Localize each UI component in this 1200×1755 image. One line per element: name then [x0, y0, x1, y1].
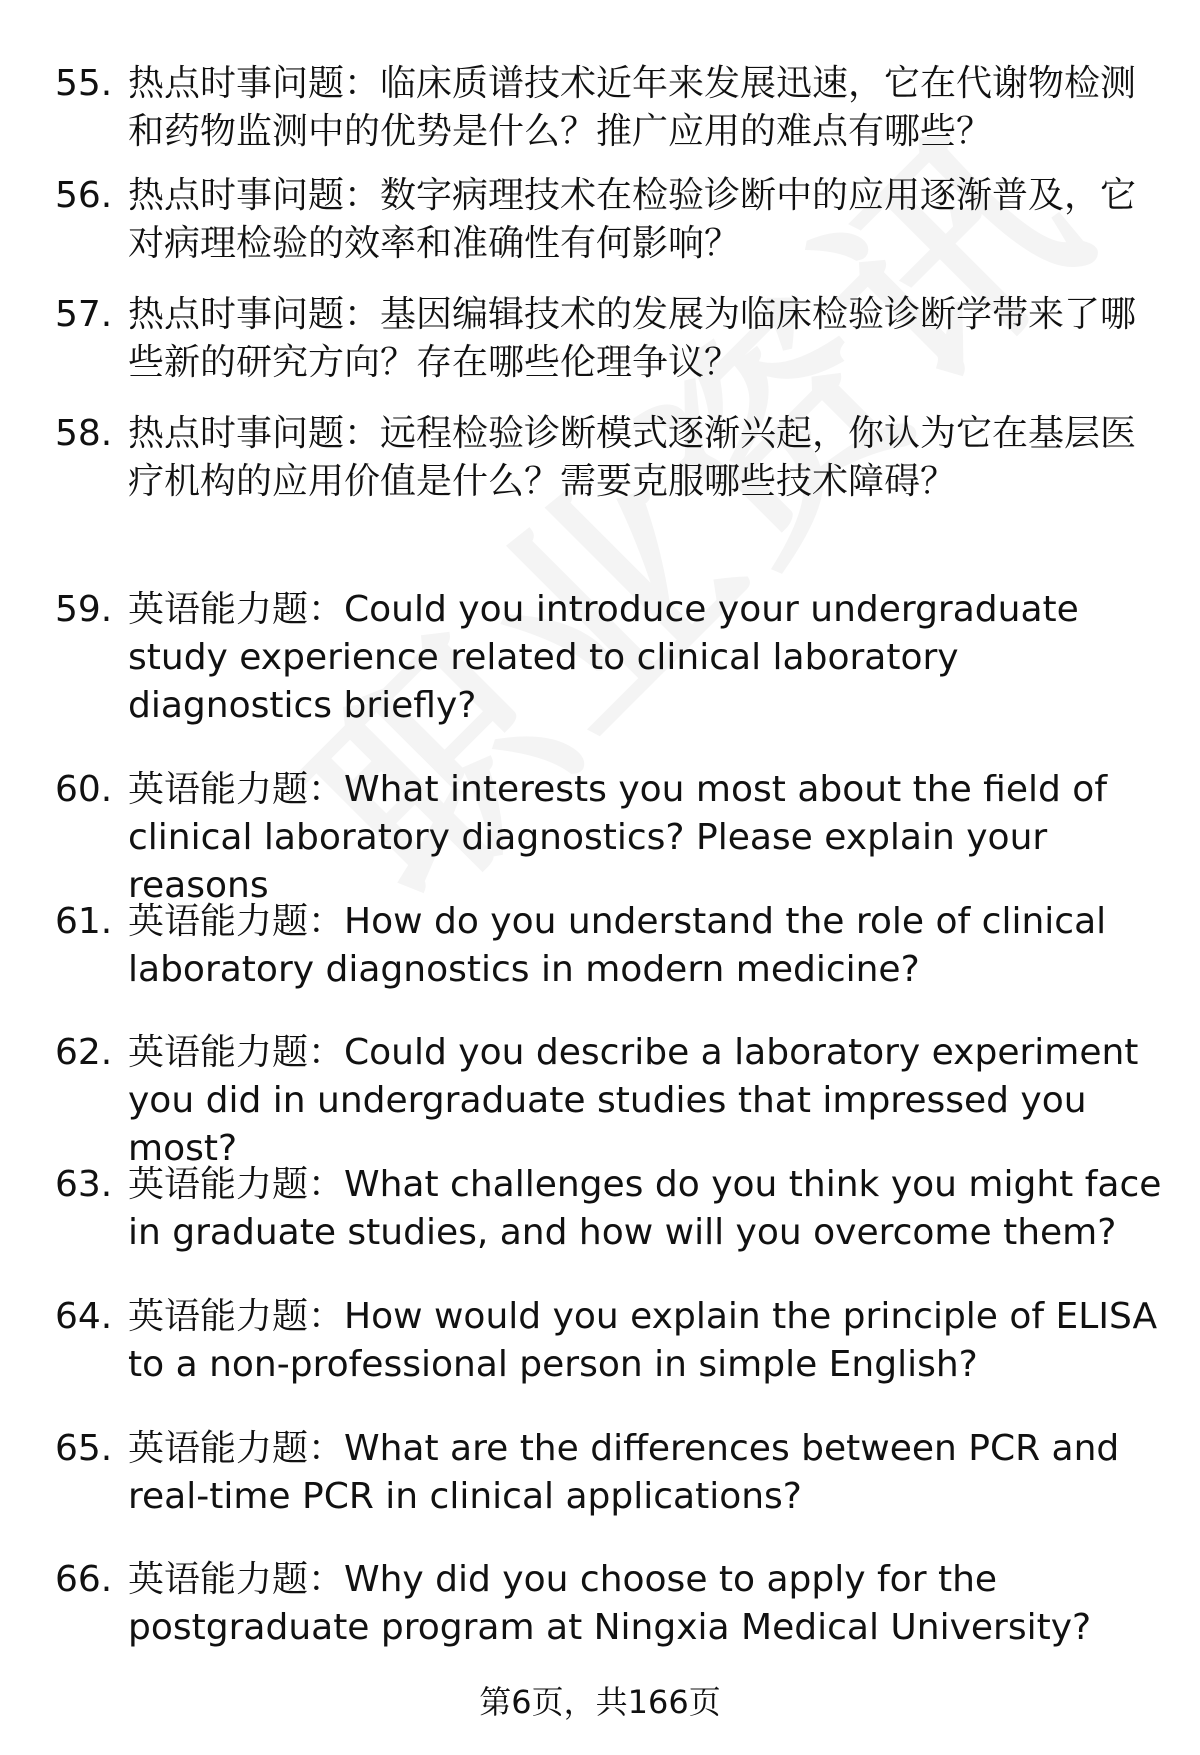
question-number: 62.: [55, 1032, 113, 1073]
question-text: 英语能力题：Could you introduce your undergraduate study experience related to clinical laboratory diagnostics briefly?: [128, 589, 1079, 726]
question-number: 55.: [55, 63, 113, 104]
question-text: 热点时事问题：临床质谱技术近年来发展迅速，它在代谢物检测和药物监测中的优势是什么？推广应用的难点有哪些？: [128, 63, 1137, 152]
question-number: 56.: [55, 175, 113, 216]
question-number: 66.: [55, 1559, 113, 1600]
question-number: 58.: [55, 413, 113, 454]
question-number: 60.: [55, 769, 113, 810]
question-text: 热点时事问题：远程检验诊断模式逐渐兴起，你认为它在基层医疗机构的应用价值是什么？需要克服哪些技术障碍？: [128, 413, 1137, 502]
question-text: 英语能力题：Could you describe a laboratory experiment you did in undergraduate studies that impressed you most?: [128, 1032, 1139, 1169]
question-number: 57.: [55, 294, 113, 335]
question-text: 热点时事问题：数字病理技术在检验诊断中的应用逐渐普及，它对病理检验的效率和准确性有何影响？: [128, 175, 1137, 264]
question-number: 64.: [55, 1296, 113, 1337]
question-text: 热点时事问题：基因编辑技术的发展为临床检验诊断学带来了哪些新的研究方向？存在哪些伦理争议？: [128, 294, 1137, 383]
question-text: 英语能力题：What challenges do you think you might face in graduate studies, and how will you overcome them?: [128, 1164, 1162, 1253]
page-footer: 第6页，共166页: [479, 1683, 721, 1721]
question-text: 英语能力题：How do you understand the role of clinical laboratory diagnostics in modern medicine?: [128, 901, 1107, 990]
question-text: 英语能力题：What are the differences between PCR and real-time PCR in clinical applications?: [128, 1428, 1120, 1517]
question-text: 英语能力题：How would you explain the principle of ELISA to a non-professional person in simple English?: [128, 1296, 1158, 1385]
question-text: 英语能力题：What interests you most about the field of clinical laboratory diagnostics? Please explain your reasons: [128, 769, 1107, 906]
question-text: 英语能力题：Why did you choose to apply for the postgraduate program at Ningxia Medical University?: [128, 1559, 1092, 1648]
question-number: 65.: [55, 1428, 113, 1469]
question-number: 61.: [55, 901, 113, 942]
question-number: 63.: [55, 1164, 113, 1205]
question-number: 59.: [55, 589, 113, 630]
